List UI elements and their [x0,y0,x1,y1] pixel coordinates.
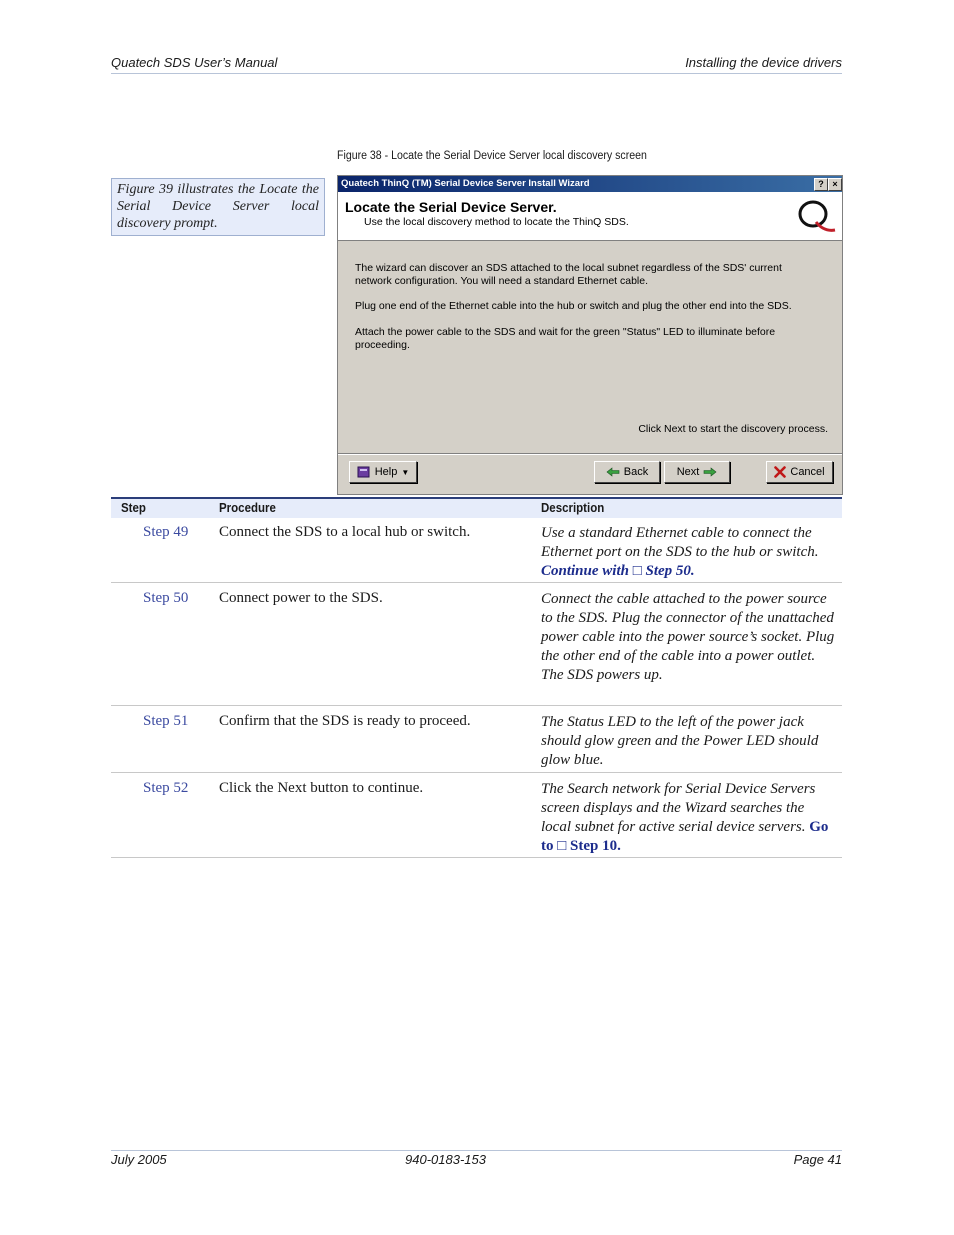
dialog-hint: Click Next to start the discovery process. [638,423,828,435]
dialog-paragraph-1: The wizard can discover an SDS attached to the local subnet regardless of the SDS' current network configuration. You will need a standard Ethernet cable. [355,262,782,287]
back-arrow-icon [606,467,620,477]
wizard-dialog [337,175,843,495]
description-text [541,780,837,856]
next-button-label: Next [676,466,700,478]
dialog-header-panel [338,192,842,241]
dropdown-arrow-icon: ▼ [401,467,410,477]
running-header-section: Installing the device drivers [685,55,842,70]
sidenote: Figure 39 illustrates the Locate the Serial Device Server local discovery prompt. [111,178,325,236]
dialog-heading: Locate the Serial Device Server. [345,199,557,215]
dialog-paragraph-2: Plug one end of the Ethernet cable into the hub or switch and plug the other end into the SDS. [355,300,792,312]
quatech-q-logo-icon [796,198,836,234]
book-icon [357,466,371,478]
header-rule [111,73,842,74]
cross-reference-link[interactable]: Continue with □ Step 50. [541,563,695,579]
running-header-title: Quatech SDS User’s Manual [111,55,278,70]
cancel-button[interactable] [766,461,833,483]
column-header-step: Step [121,501,146,515]
description-body: Use a standard Ethernet cable to connect the Ethernet port on the SDS to the hub or switch. [541,525,819,560]
help-button[interactable] [349,461,417,483]
table-header [111,497,842,518]
titlebar-close-button[interactable]: × [828,178,842,191]
column-header-description: Description [541,501,605,515]
description-text [541,713,837,770]
table-row [111,518,842,583]
back-button[interactable] [594,461,660,483]
procedure-text: Confirm that the SDS is ready to proceed. [219,713,471,729]
description-body: The Search network for Serial Device Servers screen displays and the Wizard searches the local subnet for active serial device servers. [541,781,816,835]
cancel-x-icon [774,466,786,478]
table-row [111,584,842,706]
footer-page-number: Page 41 [793,1152,842,1167]
description-text [541,590,837,685]
procedure-text: Connect the SDS to a local hub or switch. [219,524,471,540]
procedure-text: Connect power to the SDS. [219,590,383,606]
next-arrow-icon [703,467,717,477]
table-row [111,707,842,773]
titlebar-help-button[interactable]: ? [814,178,828,191]
step-number[interactable]: Step 49 [143,524,189,540]
procedure-text: Click the Next button to continue. [219,780,424,796]
dialog-subheading: Use the local discovery method to locate the ThinQ SDS. [364,216,629,228]
step-number[interactable]: Step 50 [143,590,189,606]
next-button[interactable] [664,461,730,483]
step-number[interactable]: Step 52 [143,780,189,796]
dialog-paragraph-3: Attach the power cable to the SDS and wait for the green "Status" LED to illuminate before proceeding. [355,326,776,351]
step-number[interactable]: Step 51 [143,713,189,729]
footer-rule [111,1150,842,1151]
help-button-label: Help [374,466,398,478]
footer-date: July 2005 [111,1152,167,1167]
back-button-label: Back [623,466,649,478]
column-header-procedure: Procedure [219,501,276,515]
description-body: The Status LED to the left of the power jack should glow green and the Power LED should glow blue. [541,714,819,768]
cancel-button-label: Cancel [790,466,825,478]
dialog-titlebar [338,176,842,192]
dialog-window-title: Quatech ThinQ (TM) Serial Device Server Install Wizard [341,178,590,189]
description-body: Connect the cable attached to the power source to the SDS. Plug the connector of the unattached power cable into the power source’s socket. Plug the other end of the cable into a power outlet. The SDS powers up. [541,591,835,683]
dialog-separator [338,453,842,455]
figure-caption: Figure 38 - Locate the Serial Device Server local discovery screen [337,150,647,162]
description-text [541,524,837,581]
table-row [111,774,842,858]
cross-reference-link[interactable]: Go to □ Step 10. [541,819,829,854]
footer-doc-number: 940-0183-153 [405,1152,486,1167]
